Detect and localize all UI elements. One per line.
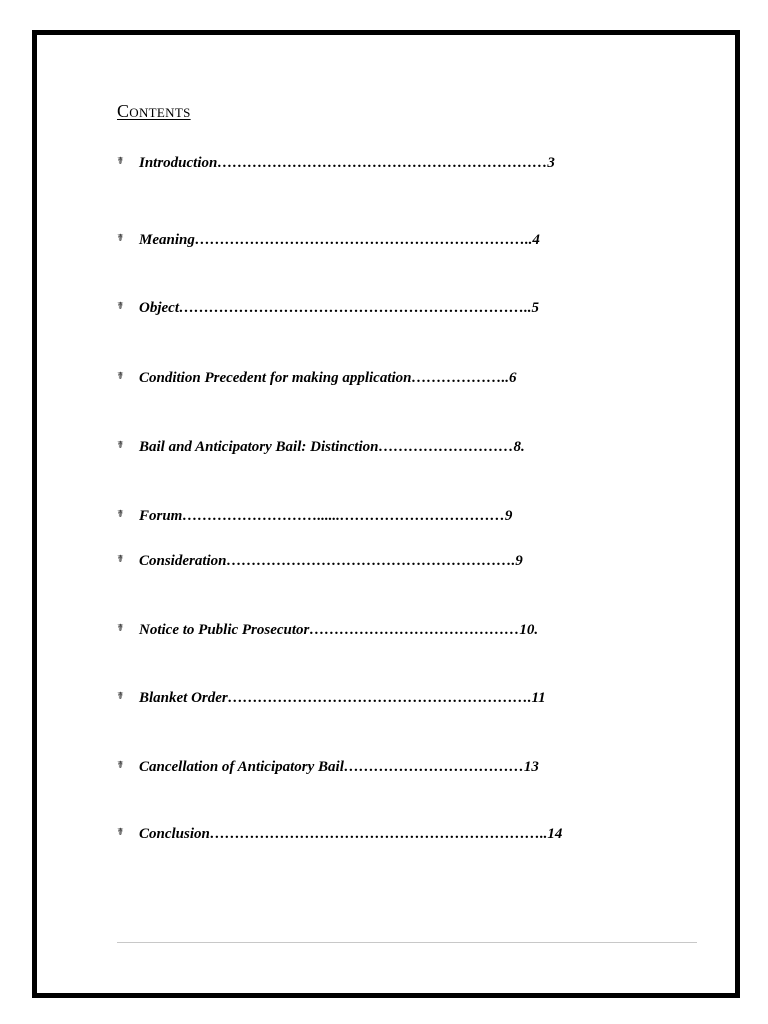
toc-entry-text: Consideration………………………………………………….9 bbox=[139, 552, 523, 569]
toc-entry-cancellation bbox=[117, 756, 539, 778]
toc-entry-consideration bbox=[117, 550, 523, 572]
footer-divider bbox=[117, 942, 697, 943]
toc-entry-text: Notice to Public Prosecutor……………………………………10. bbox=[139, 621, 539, 638]
toc-entry-text: Conclusion…………………………………………………………..14 bbox=[139, 825, 563, 842]
caduceus-bullet-icon: ☤ bbox=[117, 371, 124, 382]
toc-entry-text: Cancellation of Anticipatory Bail………………………………13 bbox=[139, 758, 539, 775]
toc-entry-text: Condition Precedent for making application………………..6 bbox=[139, 369, 517, 386]
toc-entry-text: Introduction…………………………………………………………3 bbox=[139, 154, 555, 171]
caduceus-bullet-icon: ☤ bbox=[117, 233, 124, 244]
caduceus-bullet-icon: ☤ bbox=[117, 827, 124, 838]
toc-entry-bail-distinction bbox=[117, 436, 525, 458]
toc-entry-blanket-order bbox=[117, 687, 546, 709]
toc-entry-text: Blanket Order…………………………………………………….11 bbox=[139, 689, 546, 706]
toc-entry-text: Forum………………………......……………………………9 bbox=[139, 507, 513, 524]
toc-entry-text: Object……………………………………………………………..5 bbox=[139, 299, 539, 316]
toc-entry-text: Bail and Anticipatory Bail: Distinction………………………8. bbox=[139, 438, 525, 455]
caduceus-bullet-icon: ☤ bbox=[117, 509, 124, 520]
toc-entry-condition-precedent bbox=[117, 367, 517, 389]
caduceus-bullet-icon: ☤ bbox=[117, 691, 124, 702]
caduceus-bullet-icon: ☤ bbox=[117, 623, 124, 634]
toc-entry-meaning bbox=[117, 229, 540, 251]
caduceus-bullet-icon: ☤ bbox=[117, 760, 124, 771]
toc-entry-conclusion bbox=[117, 823, 562, 845]
toc-entry-text: Meaning…………………………………………………………..4 bbox=[139, 231, 540, 248]
caduceus-bullet-icon: ☤ bbox=[117, 301, 124, 312]
caduceus-bullet-icon: ☤ bbox=[117, 554, 124, 565]
contents-heading: Contents bbox=[117, 101, 191, 121]
toc-entry-notice-public-prosecutor bbox=[117, 619, 538, 641]
caduceus-bullet-icon: ☤ bbox=[117, 156, 124, 167]
toc-entry-introduction bbox=[117, 152, 555, 174]
toc-entry-object bbox=[117, 297, 539, 319]
caduceus-bullet-icon: ☤ bbox=[117, 440, 124, 451]
toc-entry-forum bbox=[117, 505, 512, 527]
